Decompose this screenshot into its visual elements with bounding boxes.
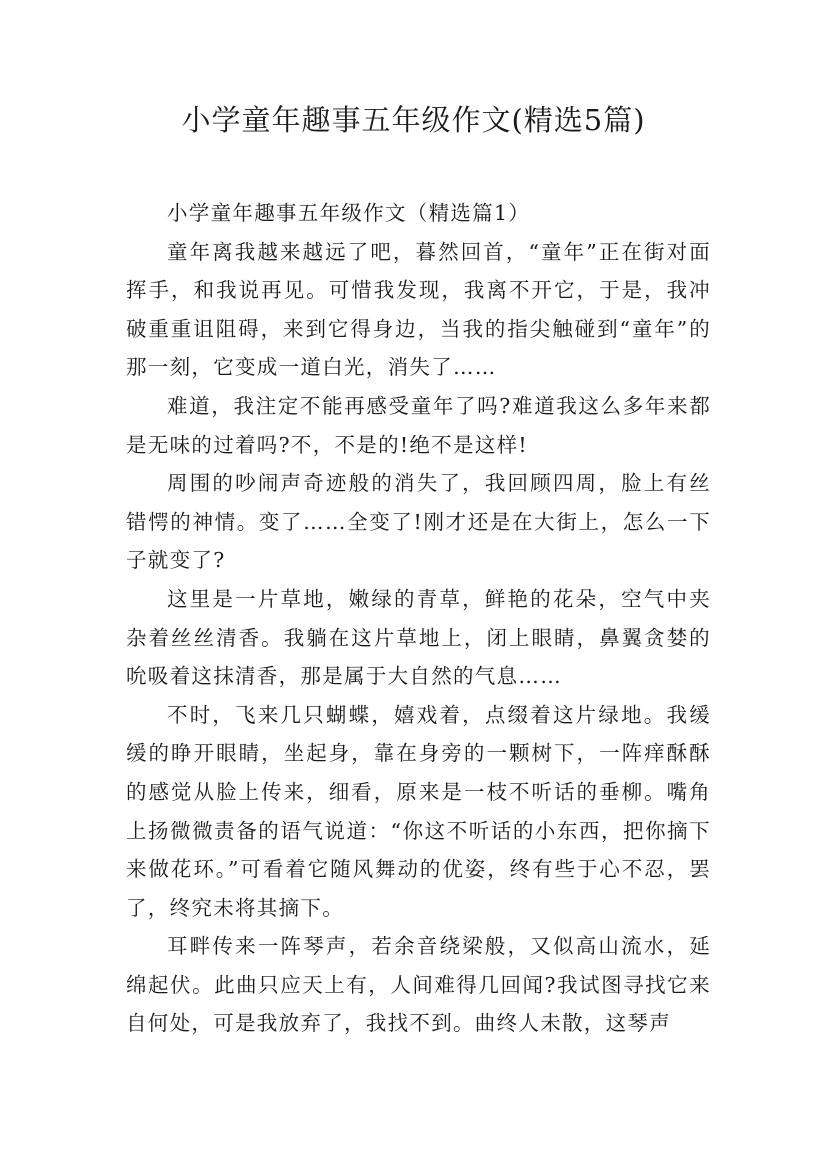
paragraph: 不时，飞来几只蝴蝶，嬉戏着，点缀着这片绿地。我缓缓的睁开眼睛，坐起身，靠在身旁的一颗树下，一阵痒酥酥的感觉从脸上传来，细看，原来是一枝不听话的垂柳。嘴角上扬微微责备的语气说道：“你这不听话的小东西，把你摘下来做花环。”可看着它随风舞动的优姿，终有些于心不忍，罢了，终究未将其摘下。 xyxy=(126,702,711,920)
paragraph: 童年离我越来越远了吧，暮然回首，“童年”正在街对面挥手，和我说再见。可惜我发现，我离不开它，于是，我冲破重重诅阻碍，来到它得身边，当我的指尖触碰到“童年”的那一刻，它变成一道白光，消失了…… xyxy=(126,239,711,380)
paragraph: 周围的吵闹声奇迹般的消失了，我回顾四周，脸上有丝错愕的神情。变了……全变了!刚才还是在大街上，怎么一下子就变了? xyxy=(126,471,711,573)
paragraph: 耳畔传来一阵琴声，若余音绕梁般，又似高山流水，延绵起伏。此曲只应天上有，人间难得几回闻?我试图寻找它来自何处，可是我放弃了，我找不到。曲终人未散，这琴声 xyxy=(126,934,711,1036)
paragraph: 这里是一片草地，嫩绿的青草，鲜艳的花朵，空气中夹杂着丝丝清香。我躺在这片草地上，闭上眼睛，鼻翼贪婪的吮吸着这抹清香，那是属于大自然的气息…… xyxy=(126,586,711,689)
document-body xyxy=(126,194,711,1043)
section-subtitle: 小学童年趣事五年级作文（精选篇1） xyxy=(167,201,531,225)
document-title: 小学童年趣事五年级作文(精选5篇) xyxy=(181,103,646,137)
paragraph: 难道，我注定不能再感受童年了吗?难道我这么多年来都是无味的过着吗?不，不是的!绝不是这样! xyxy=(126,393,711,457)
